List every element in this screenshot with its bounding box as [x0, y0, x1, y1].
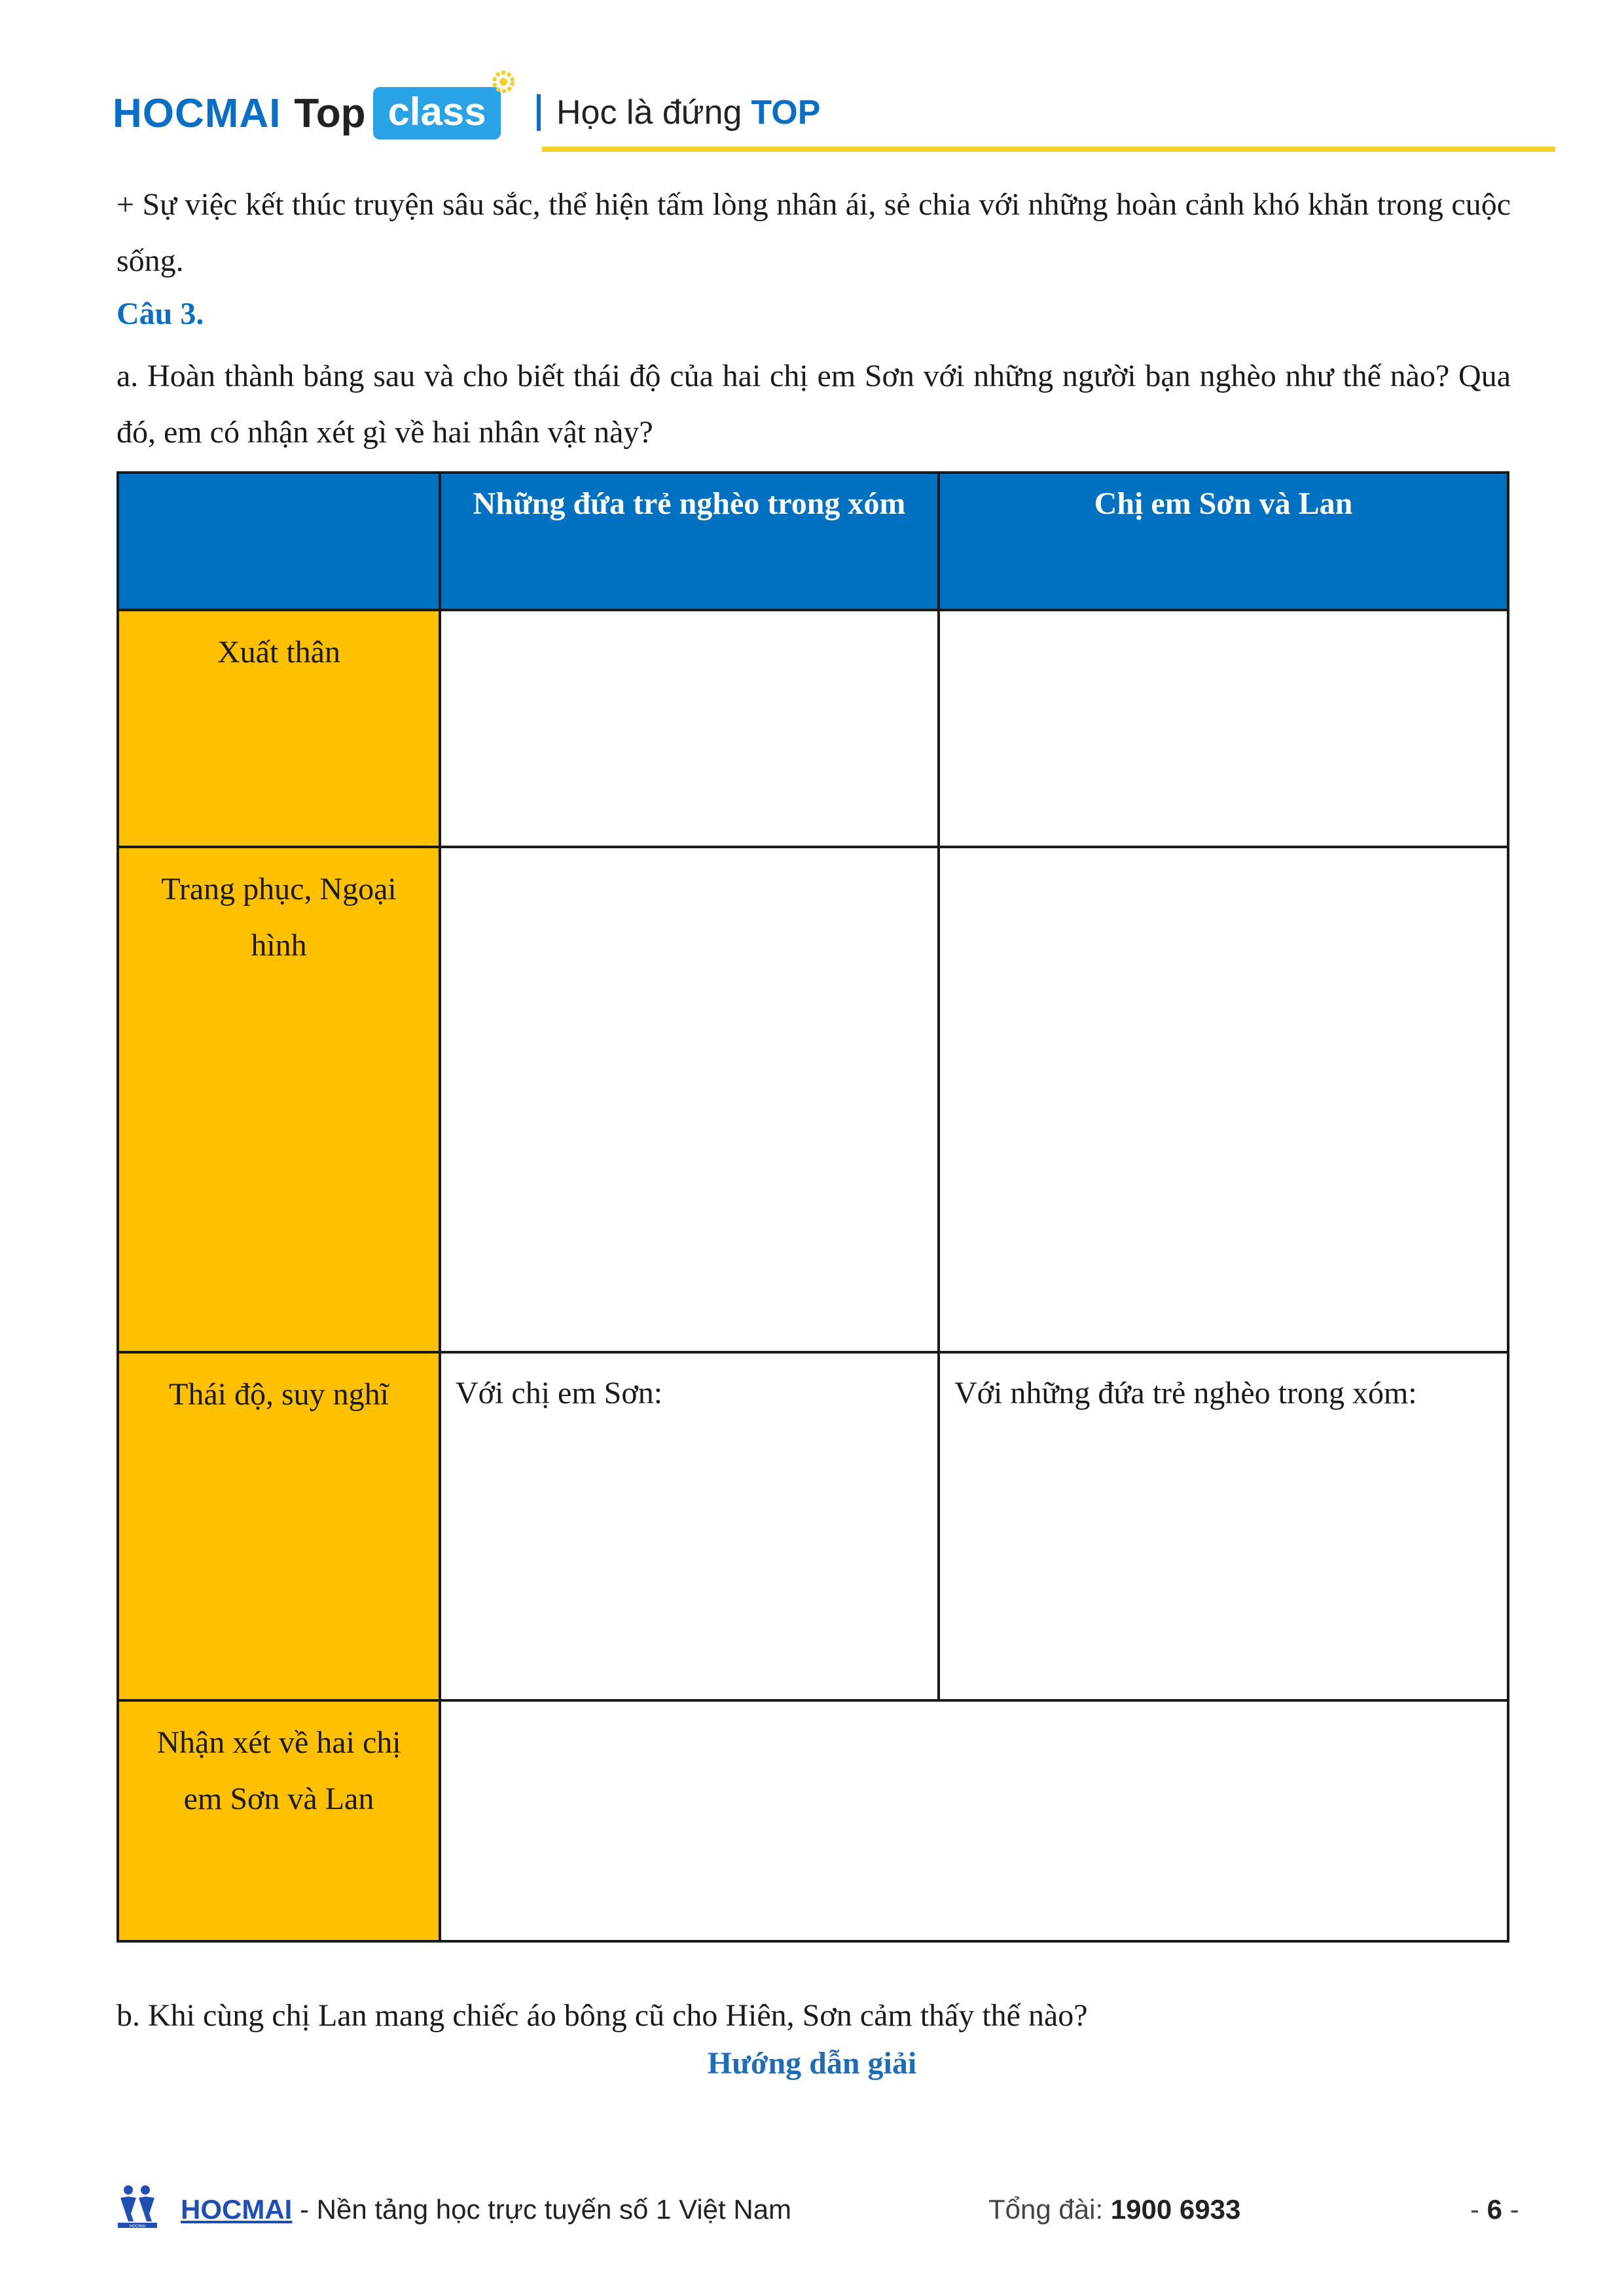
- row-label-origin: Xuất thân: [118, 610, 440, 847]
- table-row-origin: [118, 610, 1508, 847]
- footer-tagline: - Nền tảng học trực tuyến số 1 Việt Nam: [292, 2194, 792, 2225]
- row-label-appearance: Trang phục, Ngoại hình: [118, 847, 440, 1352]
- table-header-poor-children: Những đứa trẻ nghèo trong xóm: [440, 473, 939, 610]
- logo-class-text: class: [373, 87, 500, 139]
- footer-hotline: [988, 2194, 1240, 2225]
- table-header-row: [118, 473, 1508, 610]
- footer-brand-line: [181, 2194, 791, 2225]
- table-header-cell-empty: [118, 473, 440, 610]
- slogan-text: Học là đứng: [556, 94, 742, 132]
- table-row-comment: [118, 1700, 1508, 1941]
- cell-comment[interactable]: [440, 1700, 1508, 1941]
- hotline-number: 1900 6933: [1110, 2194, 1241, 2225]
- slogan-divider: [537, 94, 541, 131]
- cell-appearance-son-and-lan[interactable]: [939, 847, 1508, 1352]
- hocmai-footer-logo-icon: [115, 2183, 160, 2229]
- page-header: [0, 0, 1624, 164]
- page-number-value: 6: [1487, 2194, 1503, 2225]
- cell-attitude-son-and-lan-text: Với những đứa trẻ nghèo trong xóm:: [954, 1376, 1417, 1410]
- hotline-label: Tổng đài:: [988, 2194, 1111, 2225]
- cell-origin-poor-children[interactable]: [440, 610, 939, 847]
- page-number: - 6 -: [1470, 2194, 1519, 2225]
- intro-paragraph: + Sự việc kết thúc truyện sâu sắc, thể hiện tấm lòng nhân ái, sẻ chia với những hoàn cảnh khó khăn trong cuộc sống.: [117, 187, 1511, 278]
- table-row-appearance: [118, 847, 1508, 1352]
- logo-class-badge: [373, 87, 500, 139]
- row-label-attitude: Thái độ, suy nghĩ: [118, 1352, 440, 1700]
- hocmai-topclass-logo: [113, 77, 501, 149]
- svg-text:HOCMAI: HOCMAI: [129, 2224, 146, 2229]
- header-divider: [542, 147, 1555, 152]
- question-b-text: b. Khi cùng chị Lan mang chiếc áo bông cũ cho Hiên, Sơn cảm thấy thế nào?: [117, 1998, 1088, 2033]
- logo-hocmai-text: HOCMAI: [113, 90, 281, 136]
- cell-appearance-poor-children[interactable]: [440, 847, 939, 1352]
- table-row-attitude: [118, 1352, 1508, 1700]
- cell-attitude-son-and-lan[interactable]: [939, 1352, 1508, 1700]
- cell-attitude-poor-children[interactable]: [440, 1352, 939, 1700]
- header-slogan: [537, 86, 820, 139]
- logo-top-text: Top: [294, 90, 366, 136]
- question-a-text: a. Hoàn thành bảng sau và cho biết thái độ của hai chị em Sơn với những người bạn nghèo như thế nào? Qua đó, em có nhận xét gì về hai nhân vật này?: [117, 359, 1511, 450]
- row-label-comment: Nhận xét về hai chị em Sơn và Lan: [118, 1700, 440, 1941]
- footer-brand-link[interactable]: HOCMAI: [181, 2194, 293, 2225]
- guide-title: Hướng dẫn giải: [707, 2046, 917, 2081]
- table-header-son-and-lan: Chị em Sơn và Lan: [939, 473, 1508, 610]
- cell-origin-son-and-lan[interactable]: [939, 610, 1508, 847]
- question-title: Câu 3.: [117, 296, 204, 331]
- gear-icon: [489, 67, 518, 96]
- page-footer: [0, 2179, 1624, 2245]
- comparison-table: [117, 471, 1509, 1943]
- slogan-top-text: TOP: [751, 94, 821, 132]
- cell-attitude-poor-children-text: Với chị em Sơn:: [456, 1376, 663, 1410]
